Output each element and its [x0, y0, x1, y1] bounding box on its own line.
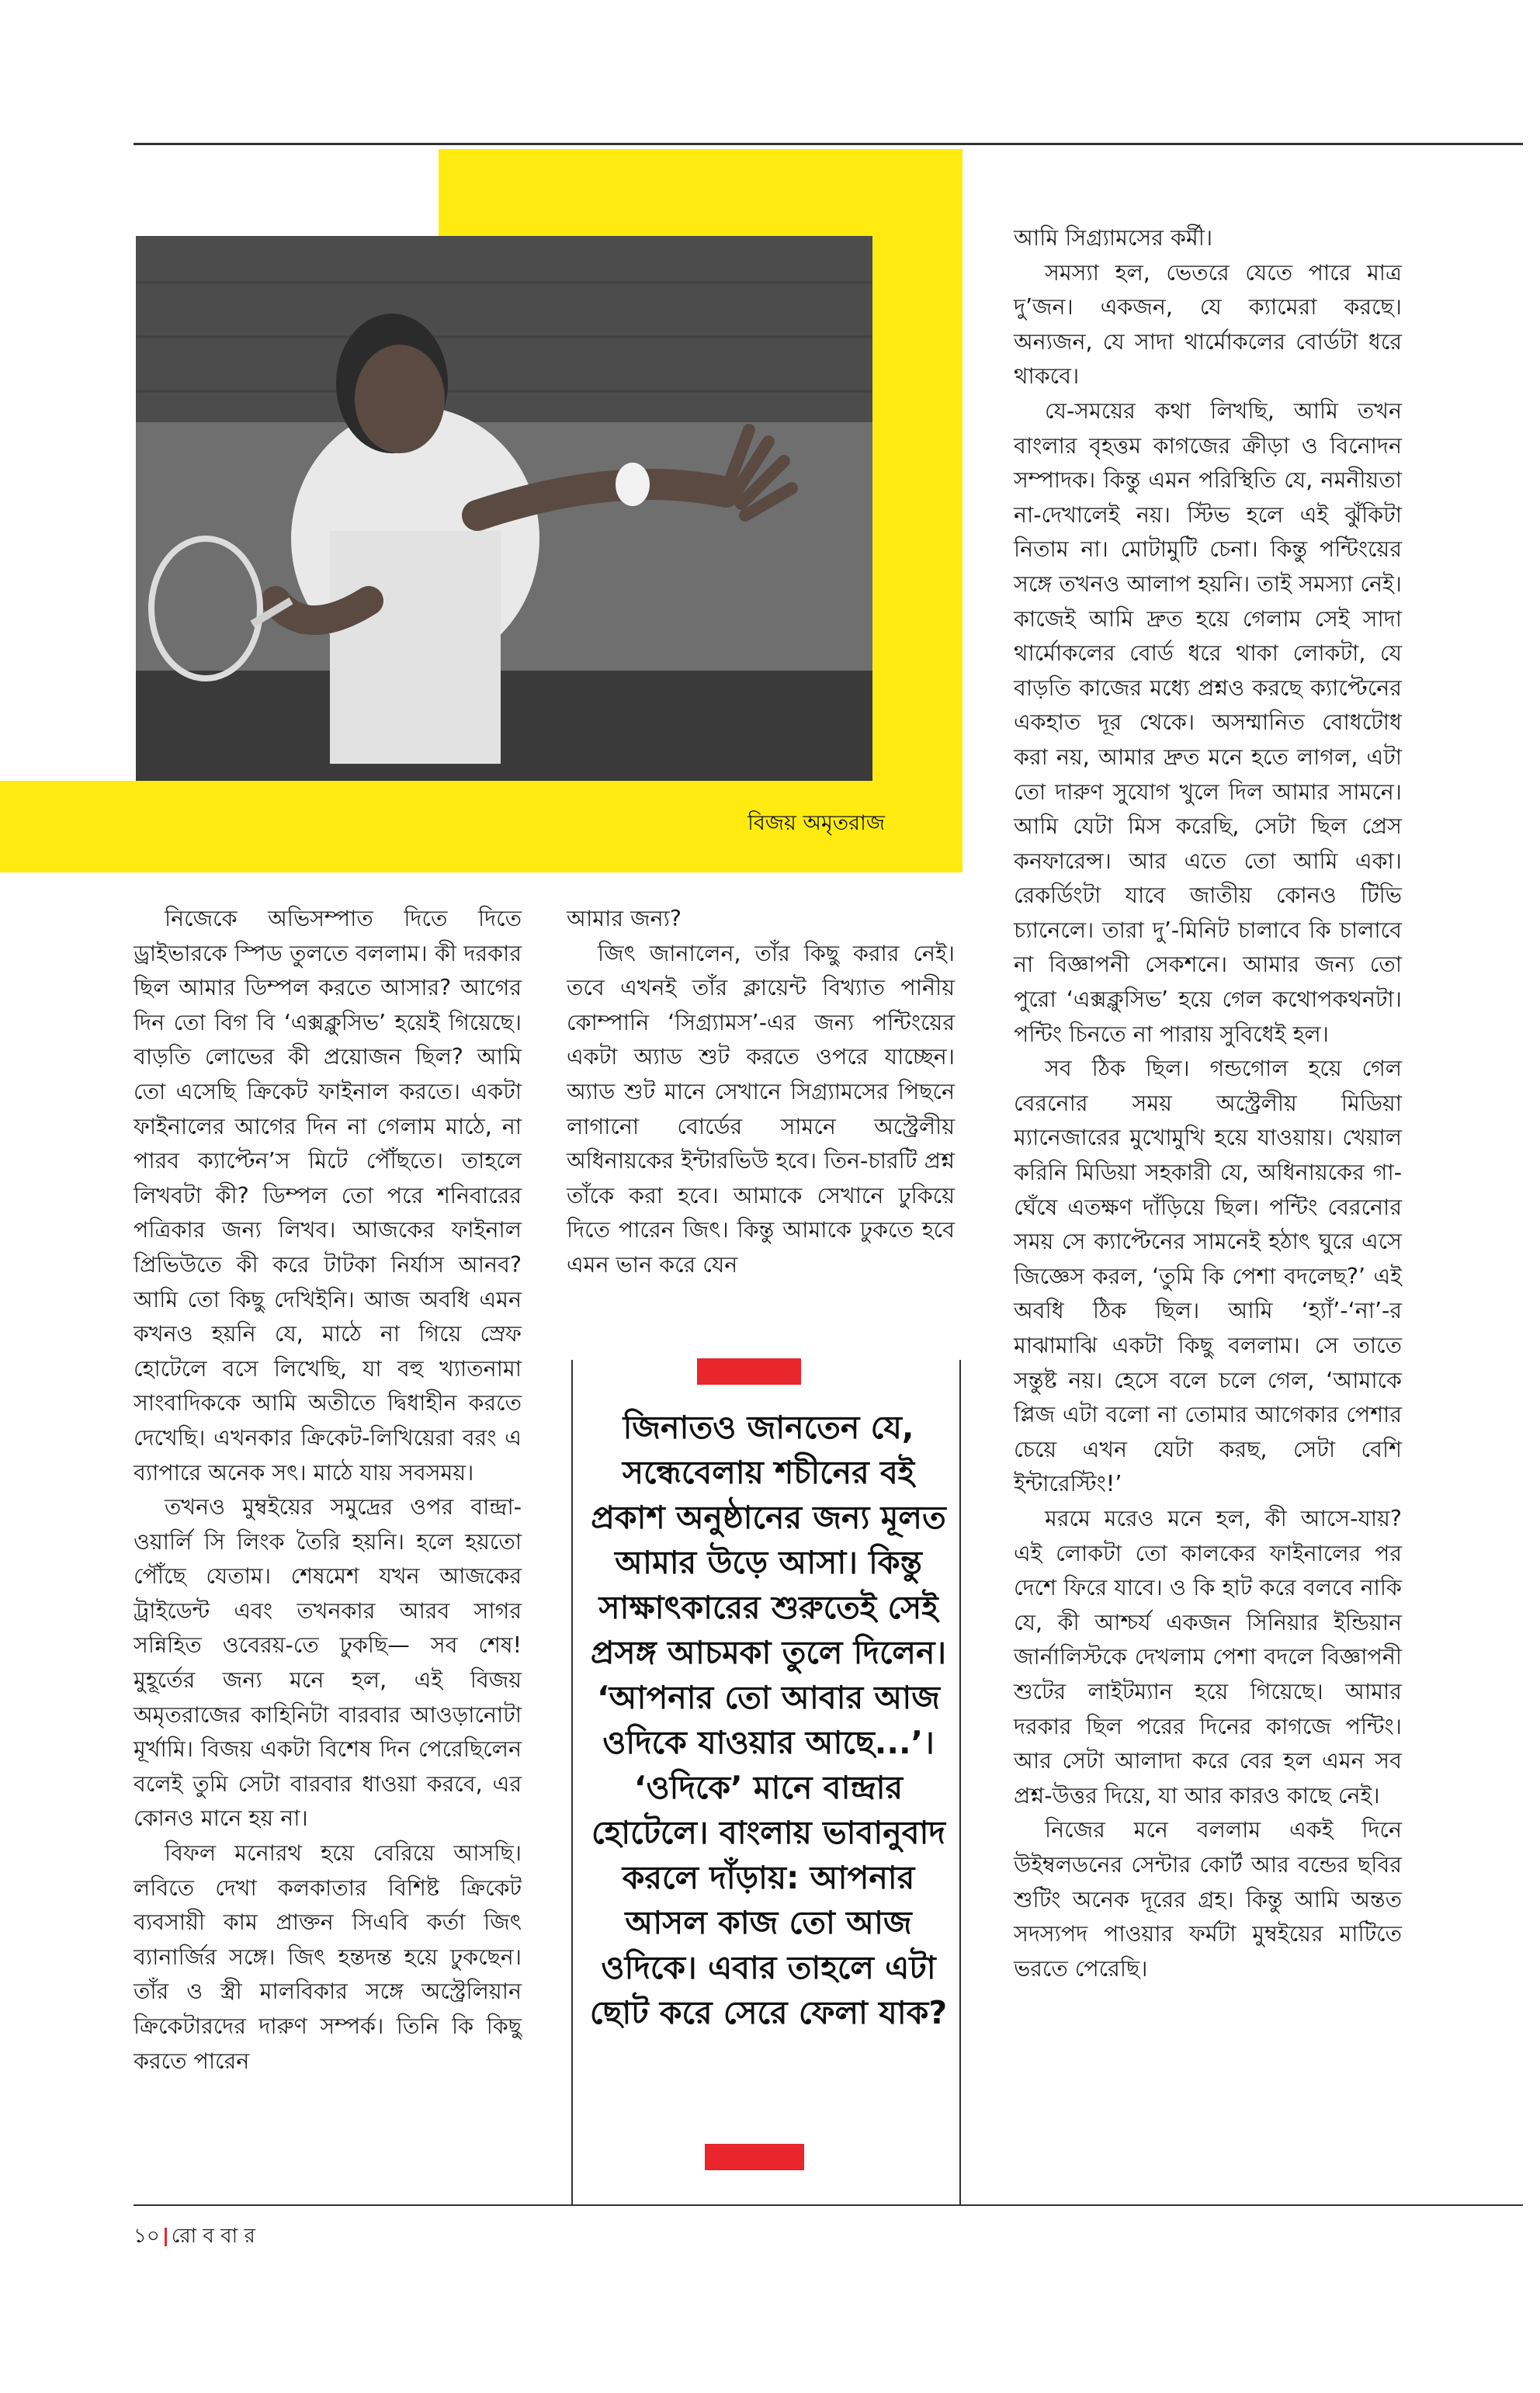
paragraph: নিজের মনে বললাম একই দিনে উইম্বলডনের সেন্টার কোর্ট আর বন্ডের ছবির শুটিং অনেক দূরের গ্রহ। কিন্তু আমি অন্তত সদস্যপদ পাওয়ার ফর্মটা মুম্বইয়ের মাটিতে ভরতে পেরেছি।: [1014, 1817, 1402, 1982]
page-footer: [134, 2220, 255, 2254]
top-rule: [134, 143, 1523, 145]
paragraph: সব ঠিক ছিল। গন্ডগোল হয়ে গেল বেরনোর সময় অস্ট্রেলীয় মিডিয়া ম্যানেজারের মুখোমুখি হয়ে যাওয়ায়। খেয়াল করিনি মিডিয়া সহকারী যে, অধিনায়কের গা-ঘেঁষে এতক্ষণ দাঁড়িয়ে ছিল। পন্টিং বেরনোর সময় সে ক্যাপ্টেনের সামনেই হঠাৎ ঘুরে এসে জিজ্ঞেস করল, ‘তুমি কি পেশা বদলেছ?’ এই অবধি ঠিক ছিল। আমি ‘হ্যাঁ’-‘না’-র মাঝামাঝি একটা কিছু বললাম। সে তাতে সন্তুষ্ট নয়। হেসে বলে চলে গেল, ‘আমাকে প্লিজ এটা বলো না তোমার আগেকার পেশার চেয়ে এখন যেটা করছ, সেটা বেশি ইন্টারেস্টিং!’: [1014, 1056, 1402, 1497]
photo-caption: বিজয় অমৃতরাজ: [747, 811, 885, 835]
paragraph: সমস্যা হল, ভেতরে যেতে পারে মাত্র দু’জন। একজন, যে ক্যামেরা করছে। অন্যজন, যে সাদা থার্মোকলের বোর্ডটা ধরে থাকবে।: [1014, 259, 1402, 390]
paragraph: আমি সিগ্র্যামসের কর্মী।: [1014, 225, 1213, 251]
paragraph: তখনও মুম্বইয়ের সমুদ্রের ওপর বান্দ্রা-ওয়ার্লি সি লিংক তৈরি হয়নি। হলে হয়তো পৌঁছে যেতাম। শেষমেশ যখন আজকের ট্রাইডেন্ট এবং তখনকার আরব সাগর সন্নিহিত ওবেরয়-তে ঢুকছি— সব শেষ! মুহূর্তের জন্য মনে হল, এই বিজয় অমৃতরাজের কাহিনিটা বারবার আওড়ানোটা মূর্খামি। বিজয় একটা বিশেষ দিন পেরেছিলেন বলেই তুমি সেটা বারবার ধাওয়া করবে, এর কোনও মানে হয় না।: [134, 1494, 522, 1832]
paragraph: জিৎ জানালেন, তাঁর কিছু করার নেই। তবে এখনই তাঁর ক্লায়েন্ট বিখ্যাত পানীয় কোম্পানি ‘সিগ্র্যামস’-এর জন্য পন্টিংয়ের একটা অ্যাড শুট করতে ওপরে যাচ্ছেন। অ্যাড শুট মানে সেখানে সিগ্র্যামসের পিছনে লাগানো বোর্ডের সামনে অস্ট্রেলীয় অধিনায়কের ইন্টারভিউ হবে। তিন-চারটি প্রশ্ন তাঁকে করা হবে। আমাকে সেখানে ঢুকিয়ে দিতে পারেন জিৎ। কিন্তু আমাকে ঢুকতে হবে এমন ভান করে যেন: [567, 940, 955, 1278]
paragraph: আমার জন্য?: [567, 906, 682, 931]
column-divider-right: [959, 1360, 961, 2204]
column-3: [1014, 221, 1402, 1986]
pullquote-bottom-bar: [705, 2144, 804, 2170]
column-2: [567, 902, 955, 1283]
paragraph: বিফল মনোরথ হয়ে বেরিয়ে আসছি। লবিতে দেখা কলকাতার বিশিষ্ট ক্রিকেট ব্যবসায়ী কাম প্রাক্তন সিএবি কর্তা জিৎ ব্যানার্জির সঙ্গে। জিৎ হন্তদন্ত হয়ে ঢুকছেন। তাঁর ও স্ত্রী মালবিকার সঙ্গে অস্ট্রেলিয়ান ক্রিকেটারদের দারুণ সম্পর্ক। তিনি কি কিছু করতে পারেন: [134, 1840, 522, 2074]
section-name: রো ব বা র: [171, 2225, 255, 2248]
paragraph: নিজেকে অভিসম্পাত দিতে দিতে ড্রাইভারকে স্পিড তুলতে বললাম। কী দরকার ছিল আমার ডিম্পল করতে আসার? আগের দিন তো বিগ বি ‘এক্সক্লুসিভ’ হয়েই গিয়েছে। বাড়তি লোভের কী প্রয়োজন ছিল? আমি তো এসেছি ক্রিকেট ফাইনাল করতে। একটা ফাইনালের আগের দিন না গেলাম মাঠে, না পারব ক্যাপ্টেন’স মিটে পৌঁছতে। তাহলে লিখবটা কী? ডিম্পল তো পরে শনিবারের পত্রিকার জন্য লিখব। আজকের ফাইনাল প্রিভিউতে কী করে টাটকা নির্যাস আনব? আমি তো কিছু দেখিইনি। আজ অবধি এমন কখনও হয়নি যে, মাঠে না গিয়ে স্রেফ হোটেলে বসে লিখেছি, যা বহু খ্যাতনামা সাংবাদিককে আমি অতীতে দ্বিধাহীন করতে দেখেছি। এখনকার ক্রিকেট-লিখিয়েরা বরং এ ব্যাপারে অনেক সৎ। মাঠে যায় সবসময়।: [134, 906, 522, 1486]
column-divider-left: [571, 1360, 573, 2204]
bottom-rule: [134, 2204, 1523, 2206]
tennis-player-photo: [136, 236, 872, 781]
page-number: ১০: [134, 2225, 160, 2248]
paragraph: যে-সময়ের কথা লিখছি, আমি তখন বাংলার বৃহত্তম কাগজের ক্রীড়া ও বিনোদন সম্পাদক। কিন্তু এমন পরিস্থিতি যে, নমনীয়তা না-দেখালেই নয়। স্টিভ হলে এই ঝুঁকিটা নিতাম না। মোটামুটি চেনা। কিন্তু পন্টিংয়ের সঙ্গে তখনও আলাপ হয়নি। তাই সমস্যা নেই। কাজেই আমি দ্রুত হয়ে গেলাম সেই সাদা থার্মোকলের বোর্ড ধরে থাকা লোকটা, যে বাড়তি কাজের মধ্যে প্রশ্নও করছে ক্যাপ্টেনের একহাত দূর থেকে। অসম্মানিত বোধটোধ করা নয়, আমার দ্রুত মনে হতে লাগল, এটা তো দারুণ সুযোগ খুলে দিল আমার সামনে। আমি যেটা মিস করেছি, সেটা ছিল প্রেস কনফারেন্স। আর এতে তো আমি একা। রেকর্ডিংটা যাবে জাতীয় কোনও টিভি চ্যানেলে। তারা দু’-মিনিট চালাবে কি চালাবে না বিজ্ঞাপনী সেকশনে। আমার জন্য তো পুরো ‘এক্সক্লুসিভ’ হয়ে গেল কথোপকথনটা। পন্টিং চিনতে না পারায় সুবিধেই হল।: [1014, 397, 1402, 1047]
paragraph: মরমে মরেও মনে হল, কী আসে-যায়? এই লোকটা তো কালকের ফাইনালের পর দেশে ফিরে যাবে। ও কি হাট করে বলবে নাকি যে, কী আশ্চর্য একজন সিনিয়ার ইন্ডিয়ান জার্নালিস্টকে দেখলাম পেশা বদলে বিজ্ঞাপনী শুটের লাইটম্যান হয়ে গিয়েছে। আমার দরকার ছিল পরের দিনের কাগজে পন্টিং। আর সেটা আলাদা করে বের হল এমন সব প্রশ্ন-উত্তর দিয়ে, যা আর কারও কাছে নেই।: [1014, 1505, 1402, 1809]
footer-separator: [165, 2228, 167, 2246]
yellow-frame-right: [872, 149, 962, 872]
column-1: [134, 902, 522, 2079]
photo-illustration: [136, 236, 872, 781]
pullquote-top-bar: [697, 1358, 801, 1385]
pull-quote: জিনাতও জানতেন যে, সন্ধেবেলায় শচীনের বই প্রকাশ অনুষ্ঠানের জন্য মূলত আমার উড়ে আসা। কিন্তু সাক্ষাৎকারের শুরুতেই সেই প্রসঙ্গ আচমকা তুলে দিলেন। ‘আপনার তো আবার আজ ওদিকে যাওয়ার আছে...’। ‘ওদিকে’ মানে বান্দ্রার হোটেলে। বাংলায় ভাবানুবাদ করলে দাঁড়ায়: আপনার আসল কাজ তো আজ ওদিকে। এবার তাহলে এটা ছোট করে সেরে ফেলা যাক?: [589, 1409, 948, 2031]
